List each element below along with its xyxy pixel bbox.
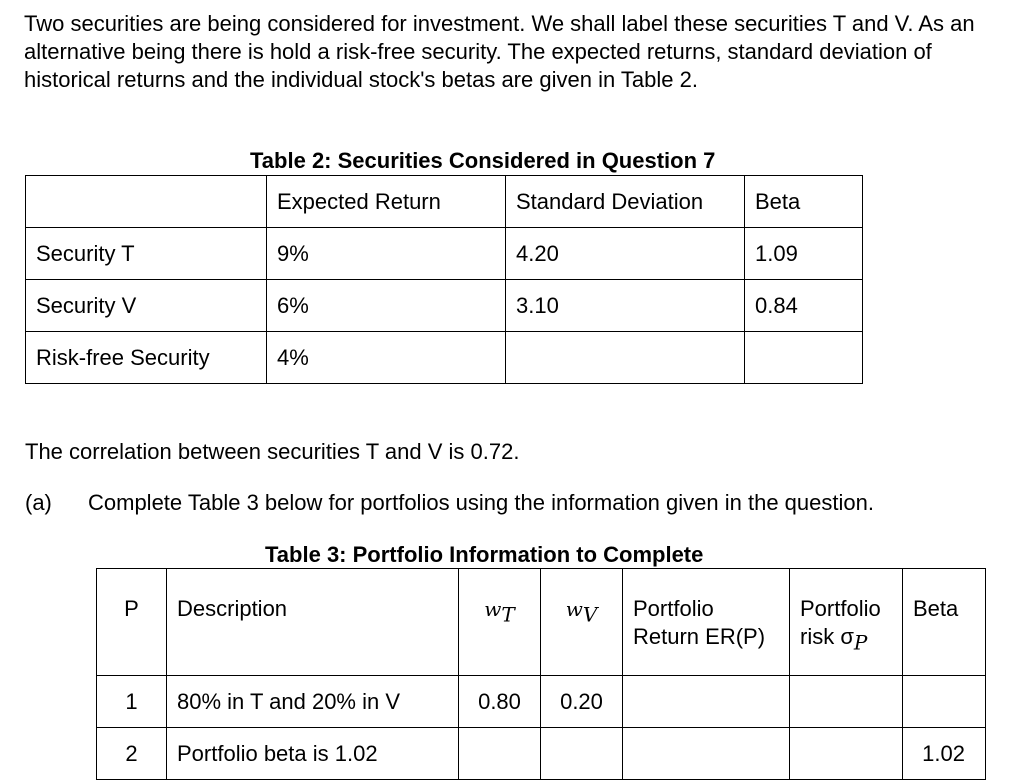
header-beta: Beta bbox=[903, 569, 986, 676]
table-cell: 0.84 bbox=[745, 280, 863, 332]
weight-t-symbol: w bbox=[484, 597, 502, 621]
table-cell: 1.09 bbox=[745, 228, 863, 280]
table-header-cell: Beta bbox=[745, 176, 863, 228]
table-row bbox=[26, 332, 863, 384]
table-cell: Security T bbox=[26, 228, 267, 280]
table-row bbox=[26, 228, 863, 280]
table-cell: 0.80 bbox=[459, 676, 541, 728]
table-cell: Portfolio beta is 1.02 bbox=[167, 728, 459, 780]
question-a-text: Complete Table 3 below for portfolios using the information given in the question. bbox=[88, 490, 874, 515]
table-header-cell bbox=[26, 176, 267, 228]
table-header-row bbox=[26, 176, 863, 228]
header-portfolio-risk bbox=[790, 569, 903, 676]
table-cell: 6% bbox=[267, 280, 506, 332]
portfolio-return-line2: Return ER(P) bbox=[633, 624, 766, 649]
table-cell bbox=[623, 676, 790, 728]
weight-t-subscript: T bbox=[501, 602, 515, 627]
header-description: Description bbox=[167, 569, 459, 676]
portfolio-return-line1: Portfolio bbox=[633, 596, 714, 621]
table2-caption: Table 2: Securities Considered in Question 7 bbox=[250, 148, 716, 173]
table-cell: 1 bbox=[97, 676, 167, 728]
table-cell bbox=[903, 676, 986, 728]
weight-v-subscript: V bbox=[582, 602, 598, 627]
portfolio-table bbox=[96, 568, 986, 780]
table-cell: 1.02 bbox=[903, 728, 986, 780]
header-weight-v bbox=[541, 569, 623, 676]
table-cell: 0.20 bbox=[541, 676, 623, 728]
table-cell: 2 bbox=[97, 728, 167, 780]
table-row bbox=[26, 280, 863, 332]
portfolio-risk-line1: Portfolio bbox=[800, 596, 881, 621]
header-p: P bbox=[97, 569, 167, 676]
table-cell bbox=[745, 332, 863, 384]
table3-caption: Table 3: Portfolio Information to Complete bbox=[265, 542, 704, 567]
table-cell: 80% in T and 20% in V bbox=[167, 676, 459, 728]
question-a-label: (a) bbox=[25, 490, 52, 515]
correlation-text: The correlation between securities T and V is 0.72. bbox=[25, 439, 520, 464]
portfolio-risk-line2: risk σ bbox=[800, 624, 854, 649]
intro-paragraph: Two securities are being considered for investment. We shall label these securities T and V. As an alternative being there is hold a risk-free security. The expected returns, standard deviation of historical returns and the individual stock's betas are given in Table 2. bbox=[24, 11, 975, 92]
securities-table bbox=[25, 175, 863, 384]
table-row bbox=[97, 676, 986, 728]
table-header-cell: Standard Deviation bbox=[506, 176, 745, 228]
table-cell bbox=[506, 332, 745, 384]
table-row bbox=[97, 728, 986, 780]
table-header-cell: Expected Return bbox=[267, 176, 506, 228]
table-cell bbox=[790, 728, 903, 780]
weight-v-symbol: w bbox=[565, 597, 583, 621]
table-cell bbox=[541, 728, 623, 780]
table-cell bbox=[623, 728, 790, 780]
table-header-row bbox=[97, 569, 986, 676]
header-portfolio-return bbox=[623, 569, 790, 676]
table-cell bbox=[790, 676, 903, 728]
table-cell bbox=[459, 728, 541, 780]
header-weight-t bbox=[459, 569, 541, 676]
table-cell: Risk-free Security bbox=[26, 332, 267, 384]
table-cell: 4.20 bbox=[506, 228, 745, 280]
table-cell: Security V bbox=[26, 280, 267, 332]
table-cell: 9% bbox=[267, 228, 506, 280]
table-cell: 3.10 bbox=[506, 280, 745, 332]
table-cell: 4% bbox=[267, 332, 506, 384]
portfolio-risk-subscript: P bbox=[853, 630, 868, 655]
